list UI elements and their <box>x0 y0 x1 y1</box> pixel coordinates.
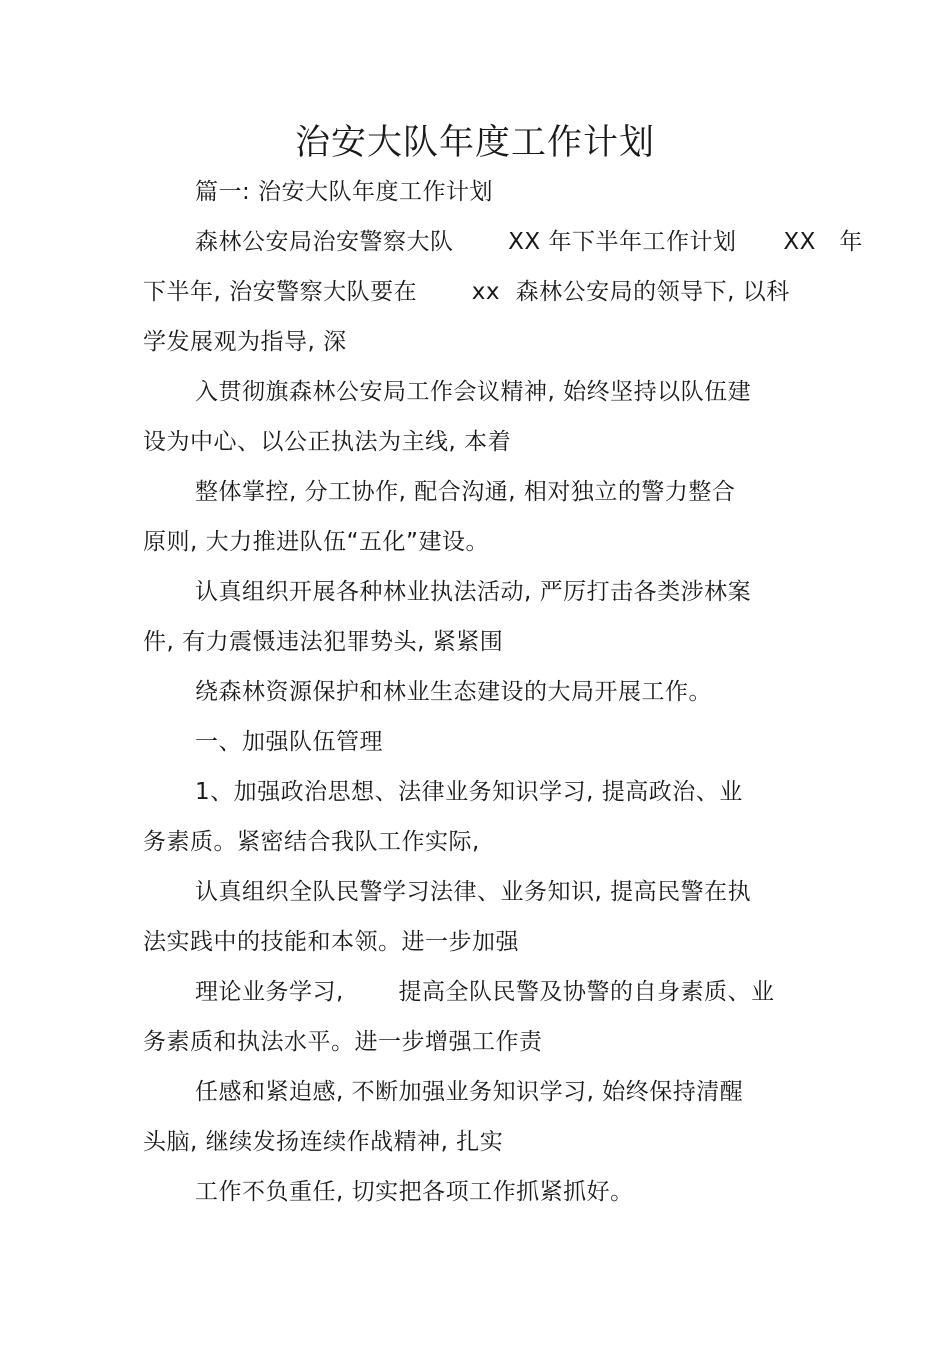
text-line: 绕森林资源保护和林业生态建设的大局开展工作。 <box>195 679 712 705</box>
text-line: 学发展观为指导, 深 <box>143 329 347 355</box>
text-line: 认真组织开展各种林业执法活动, 严厉打击各类涉林案 <box>195 579 752 605</box>
text-line: 1、加强政治思想、法律业务知识学习, 提高政治、业 <box>195 779 743 805</box>
text-line: 下半年, 治安警察大队要在 xx 森林公安局的领导下, 以科 <box>143 279 790 305</box>
text-line: 务素质。紧密结合我队工作实际, <box>143 829 480 855</box>
text-line: 原则, 大力推进队伍“五化”建设。 <box>143 529 489 555</box>
text-line: 设为中心、以公正执法为主线, 本着 <box>143 429 512 455</box>
section-heading: 一、加强队伍管理 <box>195 729 383 755</box>
text-line: 篇一: 治安大队年度工作计划 <box>195 179 494 205</box>
text-line: 工作不负重任, 切实把各项工作抓紧抓好。 <box>195 1179 634 1205</box>
text-line: 入贯彻旗森林公安局工作会议精神, 始终坚持以队伍建 <box>195 379 752 405</box>
document-title: 治安大队年度工作计划 <box>294 123 655 163</box>
text-line: 务素质和执法水平。进一步增强工作责 <box>143 1029 543 1055</box>
text-line: 认真组织全队民警学习法律、业务知识, 提高民警在执 <box>195 879 752 905</box>
text-line: 理论业务学习, 提高全队民警及协警的自身素质、业 <box>195 979 775 1005</box>
text-line: 法实践中的技能和本领。进一步加强 <box>143 929 519 955</box>
text-line: 件, 有力震慑违法犯罪势头, 紧紧围 <box>143 629 504 655</box>
text-line: 森林公安局治安警察大队 XX 年下半年工作计划 XX 年 <box>195 229 863 255</box>
text-line: 整体掌控, 分工协作, 配合沟通, 相对独立的警力整合 <box>195 479 736 505</box>
text-line: 头脑, 继续发扬连续作战精神, 扎实 <box>143 1129 504 1155</box>
text-line: 任感和紧迫感, 不断加强业务知识学习, 始终保持清醒 <box>195 1079 744 1105</box>
